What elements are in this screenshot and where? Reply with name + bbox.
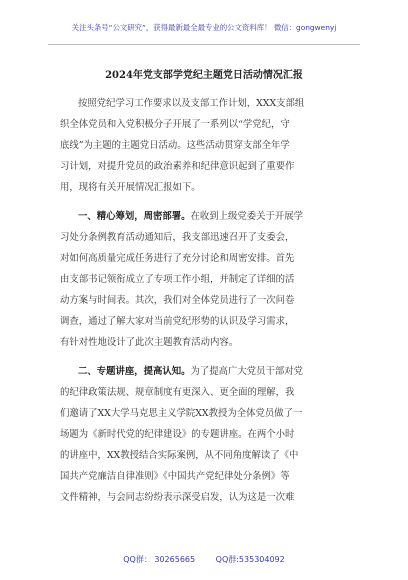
paragraph-2-line: 在收到上级党委关于开展学 xyxy=(190,211,304,222)
footer-qq-groups xyxy=(0,554,408,565)
paragraph-3-line: 为了提高广大党员干部对党 xyxy=(190,366,304,377)
paragraph-1-line: 按照党纪学习工作要求以及支部工作计划，XXX支部组 xyxy=(78,98,305,109)
header-banner: 关注头条号“公文研究”，获得最新最全最专业的公文资料库！ 微信：gongwenyj xyxy=(71,23,337,32)
paragraph-1-line: 底线”为主题的主题党日活动。这些活动贯穿支部全年学 xyxy=(60,140,290,151)
qq-group-right: QQ群:535304092 xyxy=(215,555,285,564)
paragraph-3-line: 的纪律政策法规、规章制度有更深入、更全面的理解，我 xyxy=(60,387,295,398)
paragraph-3-first-line xyxy=(78,365,350,378)
paragraph-3-line: 们邀请了XX大学马克思主义学院XX教授为全体党员做了一 xyxy=(60,408,303,419)
paragraph-2-line: 动方案与时间表。其次，我们对全体党员进行了一次问卷 xyxy=(60,295,295,306)
paragraph-2-line: 由支部书记领衔成立了专项工作小组，并制定了详细的活 xyxy=(60,274,295,285)
paragraph-3-line: 文件精神，与会同志纷纷表示深受启发，认为这是一次难 xyxy=(60,492,295,503)
paragraph-2-line: 调查，通过了解大家对当前党纪形势的认识及学习需求， xyxy=(60,316,295,327)
paragraph-2-line: 对如何高质量完成任务进行了充分讨论和周密安排。首先 xyxy=(60,253,295,264)
paragraph-1-line: 习计划，对提升党员的政治素养和纪律意识起到了重要作 xyxy=(60,161,295,172)
section-heading: 二、专题讲座，提高认知。 xyxy=(78,366,191,377)
paragraph-1-line: 用，现将有关开展情况汇报如下。 xyxy=(60,182,201,193)
document-title: 2024年党支部学党纪主题党日活动情况汇报 xyxy=(105,70,303,81)
paragraph-2-line: 习处分条例教育活动通知后，我支部迅速召开了支委会， xyxy=(60,232,295,243)
section-heading: 一、精心筹划，周密部署。 xyxy=(78,211,191,222)
header-divider xyxy=(48,44,360,45)
qq-group-left: QQ群： 30265665 xyxy=(123,555,196,564)
paragraph-3-line: 国共产党廉洁自律准则》《中国共产党纪律处分条例》等 xyxy=(60,471,290,482)
paragraph-3-line: 场题为《新时代党的纪律建设》的专题讲座。在两个小时 xyxy=(60,429,295,440)
paragraph-2-line: 有针对性地设计了此次主题教育活动内容。 xyxy=(60,337,239,348)
paragraph-3-line: 的讲座中，XX教授结合实际案例，从不同角度解读了《中 xyxy=(60,450,299,461)
paragraph-2-first-line xyxy=(78,210,350,223)
paragraph-1-line: 织全体党员和入党积极分子开展了一系列以“学党纪，守 xyxy=(60,119,290,130)
